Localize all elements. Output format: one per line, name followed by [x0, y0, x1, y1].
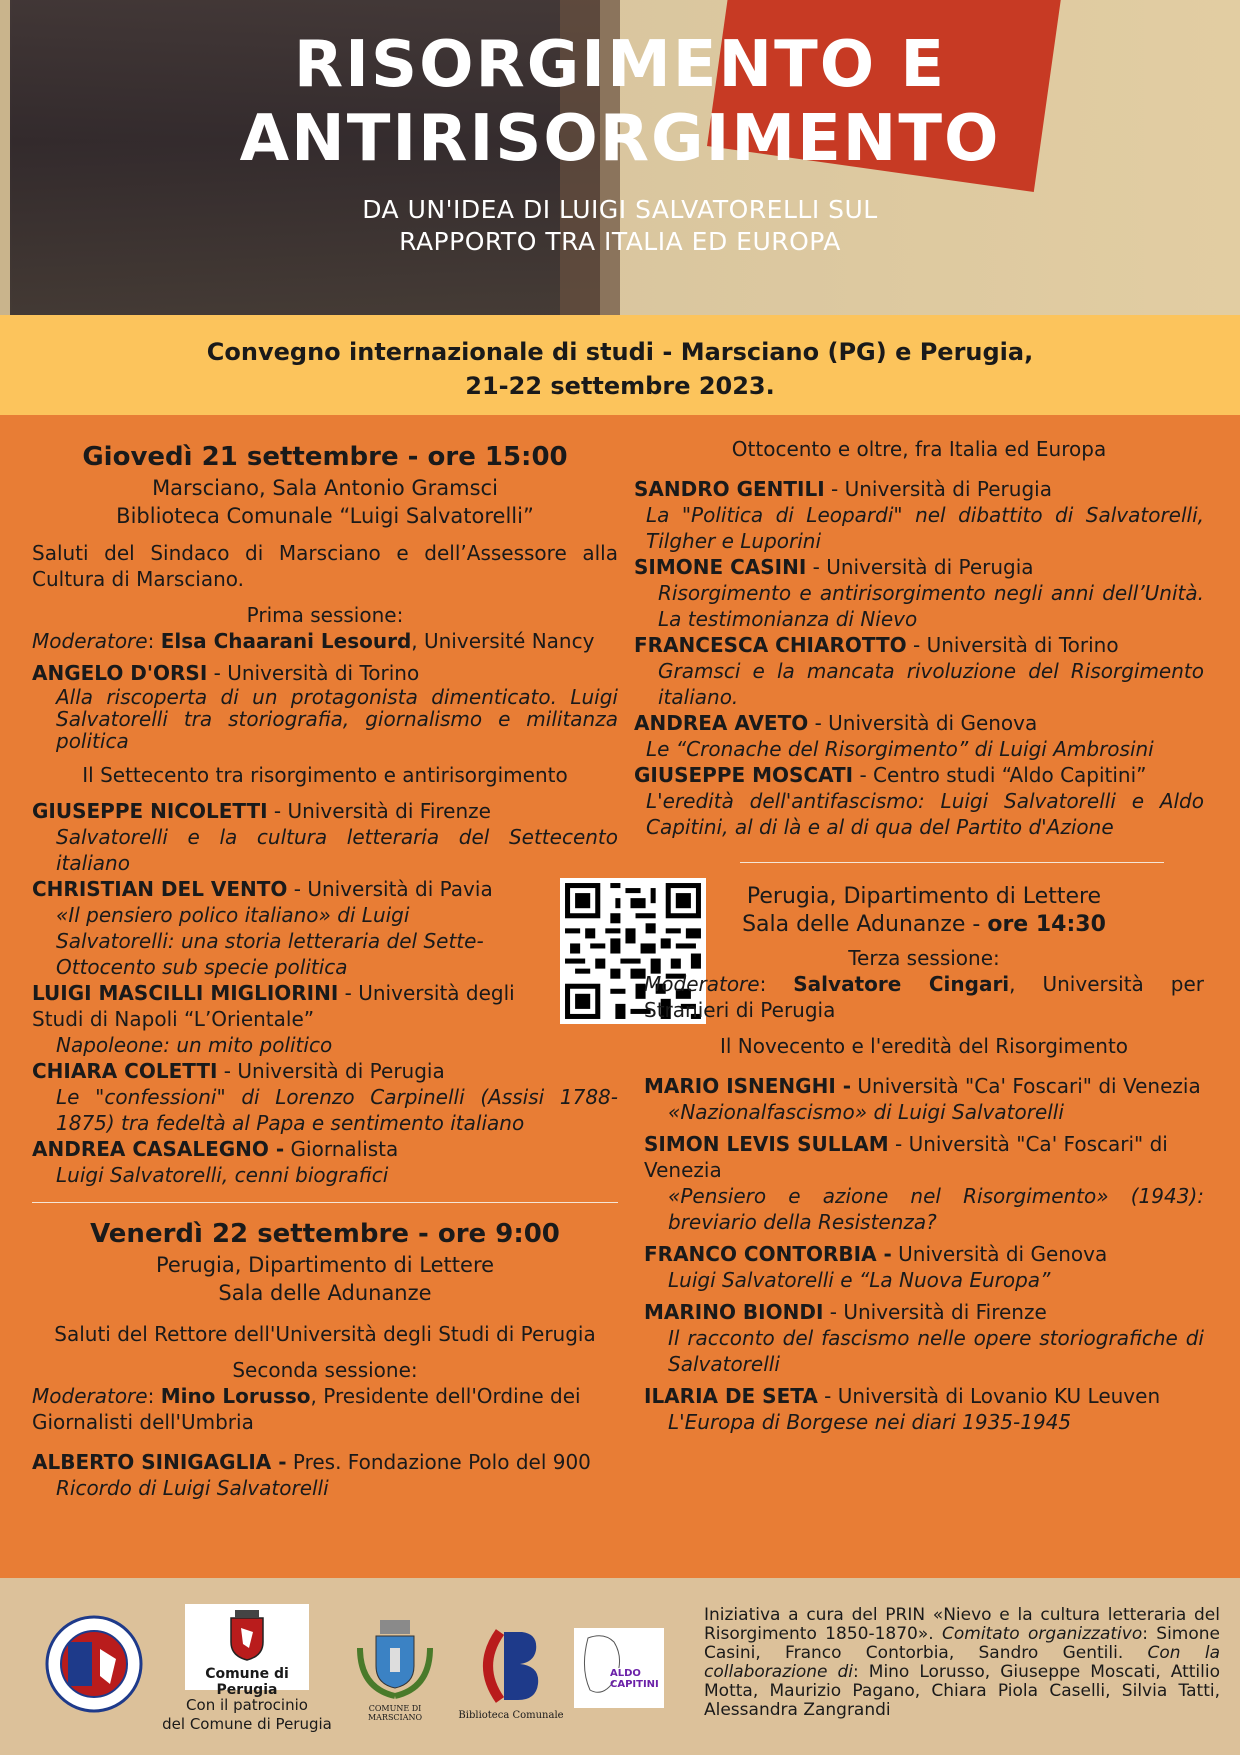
subtitle-line-1: DA UN'IDEA DI LUIGI SALVATORELLI SUL: [362, 195, 878, 224]
speaker-affiliation: - Centro studi “Aldo Capitini”: [853, 763, 1147, 787]
speaker-affiliation: - Università degli Studi di Napoli “L’Orientale”: [32, 981, 515, 1031]
moderator-label: Moderatore: [644, 972, 760, 996]
speaker-affiliation: - Università di Pavia: [287, 877, 493, 901]
speaker-name: CHRISTIAN DEL VENTO: [32, 877, 288, 901]
speaker-item: [32, 980, 522, 1032]
biblioteca-logo: [456, 1626, 566, 1721]
poster-title: [0, 28, 1240, 176]
day1-session: Prima sessione:: [246, 603, 404, 627]
talk-title: Le “Cronache del Risorgimento” di Luigi Ambrosini: [646, 737, 1154, 761]
moderator-name: Salvatore Cingari: [793, 972, 1010, 996]
talk-title: L'Europa di Borgese nei diari 1935-1945: [668, 1410, 1072, 1434]
comune-perugia-logo: [162, 1604, 332, 1734]
credit-collaboration: : Mino Lorusso, Giuseppe Moscati, Attilio Motta, Maurizio Pagano, Chiara Piola Caselli, Silvia Tatti, Alessandra Zangrandi: [704, 1662, 1220, 1720]
speaker-item: [32, 1058, 618, 1084]
speaker: [32, 660, 618, 686]
subtitle-line-2: RAPPORTO TRA ITALIA ED EUROPA: [399, 227, 841, 256]
afternoon-location-1: Perugia, Dipartimento di Lettere: [746, 884, 1102, 909]
talk-title: La "Politica di Leopardi" nel dibattito di Salvatorelli, Tilgher e Luporini: [646, 503, 1204, 553]
third-moderator: Moderatore: Salvatore Cingari, Università per Stranieri di Perugia: [644, 972, 1204, 1022]
footer: [0, 1578, 1240, 1755]
event-line-2: 21-22 settembre 2023.: [465, 372, 775, 400]
moderator-affiliation: , Presidente dell'Ordine dei Giornalisti dell'Umbria: [32, 1384, 581, 1434]
biblioteca-b-icon: [470, 1626, 550, 1706]
speaker-affiliation: - Università di Lovanio KU Leuven: [817, 1384, 1161, 1408]
speaker-name: FRANCESCA CHIAROTTO: [634, 633, 907, 657]
talk-title: «Il pensiero polico italiano» di Luigi Salvatorelli: una storia letteraria del Sette-Ottocento sub specie politica: [56, 903, 484, 979]
speaker-affiliation: - Università di Firenze: [823, 1300, 1047, 1324]
marsciano-crest: [350, 1618, 440, 1722]
day1-location-2: Biblioteca Comunale “Luigi Salvatorelli”: [116, 504, 534, 528]
speaker-item: [32, 1136, 618, 1162]
speaker-affiliation: - Università "Ca' Foscari" di Venezia: [644, 1132, 1168, 1182]
marsciano-crest-icon: [350, 1618, 440, 1700]
day2-location-2: Sala delle Adunanze: [218, 1281, 432, 1305]
event-line-1: Convegno internazionale di studi - Marsciano (PG) e Perugia,: [206, 338, 1034, 366]
title-line-2: ANTIRISORGIMENTO: [239, 102, 1001, 176]
afternoon-time: ore 14:30: [987, 912, 1106, 937]
logos-row: [40, 1598, 680, 1748]
talk-title: L'eredità dell'antifascismo: Luigi Salvatorelli e Aldo Capitini, al di là e al di qua del Partito d'Azione: [646, 789, 1204, 839]
speaker-item: [634, 632, 1204, 658]
speaker-name: GIUSEPPE MOSCATI: [634, 763, 854, 787]
speaker-name: FRANCO CONTORBIA -: [644, 1242, 892, 1266]
speaker-affiliation: Università "Ca' Foscari" di Venezia: [851, 1074, 1201, 1098]
speaker-item: [644, 1299, 1204, 1325]
title-line-1: RISORGIMENTO E: [293, 28, 947, 102]
right-panel-2: Il Novecento e l'eredità del Risorgimento: [719, 1034, 1129, 1058]
speaker-name: MARINO BIONDI: [644, 1300, 824, 1324]
moderator-name: Mino Lorusso: [160, 1384, 311, 1408]
speaker-item: [634, 762, 1204, 788]
speaker-name: GIUSEPPE NICOLETTI: [32, 799, 268, 823]
moderator-label: Moderatore: [32, 629, 148, 653]
speaker-name: ALBERTO SINIGAGLIA -: [32, 1450, 287, 1474]
capitini-label: ALDO CAPITINI: [610, 1668, 659, 1690]
speaker-affiliation: - Università di Torino: [906, 633, 1119, 657]
patrocinio-line-1: Con il patrocinio: [186, 1696, 308, 1714]
speaker-affiliation: - Università di Perugia: [824, 477, 1052, 501]
speaker-name: ANDREA CASALEGNO -: [32, 1137, 285, 1161]
speaker-item: [32, 876, 532, 902]
speaker-name: LUIGI MASCILLI MIGLIORINI: [32, 981, 339, 1005]
speaker-item: [634, 476, 1204, 502]
moderator-affiliation: , Università per Stranieri di Perugia: [644, 972, 1204, 1022]
speaker-affiliation: - Università di Perugia: [217, 1059, 445, 1083]
credit-committee: : Simone Casini, Franco Contorbia, Sandro Gentili.: [704, 1624, 1220, 1663]
patrocinio-line-2: del Comune di Perugia: [162, 1715, 332, 1733]
speaker-item: [644, 1241, 1204, 1267]
right-panel: Ottocento e oltre, fra Italia ed Europa: [731, 437, 1107, 461]
day1-panel: Il Settecento tra risorgimento e antirisorgimento: [82, 763, 568, 787]
talk-title: Luigi Salvatorelli e “La Nuova Europa”: [668, 1268, 1051, 1292]
speaker-affiliation: - Università di Torino: [207, 661, 420, 685]
speaker-item: [644, 1131, 1204, 1183]
divider: [32, 1202, 618, 1203]
biblioteca-label: Biblioteca Comunale: [458, 1710, 564, 1721]
afternoon-location-2: [724, 911, 1124, 939]
speaker-name: ANDREA AVETO: [634, 711, 809, 735]
talk-title: Napoleone: un mito politico: [56, 1033, 333, 1057]
day1-location-1: Marsciano, Sala Antonio Gramsci: [152, 476, 498, 500]
moderator-affiliation: , Université Nancy: [411, 629, 595, 653]
speaker-affiliation: Pres. Fondazione Polo del 900: [286, 1450, 591, 1474]
third-session: Terza sessione:: [848, 946, 1000, 970]
speaker-item: [644, 1383, 1204, 1409]
speaker-item: [32, 1449, 618, 1475]
speaker-item: [634, 554, 1204, 580]
speaker-name: CHIARA COLETTI: [32, 1059, 218, 1083]
speaker-item: [634, 710, 1204, 736]
talk-title: Ricordo di Luigi Salvatorelli: [56, 1476, 329, 1500]
speaker-name: SANDRO GENTILI: [634, 477, 825, 501]
credit-committee-label: Comitato organizzativo: [941, 1624, 1143, 1644]
patrocinio-caption: [162, 1696, 332, 1734]
day1-saluti: Saluti del Sindaco di Marsciano e dell’Assessore alla Cultura di Marsciano.: [32, 541, 618, 591]
university-seal-icon: [44, 1614, 144, 1714]
afternoon-room: Sala delle Adunanze -: [742, 912, 988, 937]
left-column: [32, 440, 618, 1501]
talk-title: Salvatorelli e la cultura letteraria del Settecento italiano: [56, 825, 618, 875]
poster-subtitle: [0, 194, 1240, 258]
day2-heading: Venerdì 22 settembre - ore 9:00: [90, 1219, 560, 1249]
speaker-item: [644, 1073, 1204, 1099]
speaker-affiliation: - Università di Perugia: [806, 555, 1034, 579]
talk-title: Luigi Salvatorelli, cenni biografici: [56, 1163, 389, 1187]
marsciano-label: COMUNE DI MARSCIANO: [367, 1704, 423, 1722]
right-column: [634, 436, 1204, 1435]
credit-collaboration-label: Con la collaborazione di: [704, 1643, 1220, 1682]
speaker-affiliation: Giornalista: [284, 1137, 399, 1161]
talk-title: «Pensiero e azione nel Risorgimento» (1943): breviario della Resistenza?: [668, 1184, 1204, 1234]
university-seal: [44, 1614, 144, 1718]
comune-perugia-box: [185, 1604, 309, 1698]
day1-moderator: Moderatore: Elsa Chaarani Lesourd, Université Nancy: [32, 629, 595, 653]
hero-banner: [0, 0, 1240, 315]
talk-title: Il racconto del fascismo nelle opere storiografiche di Salvatorelli: [668, 1326, 1204, 1376]
griffin-shield-icon: [227, 1610, 267, 1662]
day2-saluti: Saluti del Rettore dell'Università degli Studi di Perugia: [54, 1322, 596, 1346]
speaker-affiliation: - Università di Firenze: [267, 799, 491, 823]
talk-title: «Nazionalfascismo» di Luigi Salvatorelli: [668, 1100, 1064, 1124]
talk-title: Risorgimento e antirisorgimento negli anni dell’Unità. La testimonianza di Nievo: [658, 581, 1204, 631]
capitini-logo: [574, 1628, 664, 1708]
day1-heading: Giovedì 21 settembre - ore 15:00: [82, 442, 568, 472]
day2-moderator: Moderatore: Mino Lorusso, Presidente dell'Ordine dei Giornalisti dell'Umbria: [32, 1384, 581, 1434]
event-band: [0, 315, 1240, 415]
speaker-name: ANGELO D'ORSI: [32, 661, 208, 685]
talk-title: Le "confessioni" di Lorenzo Carpinelli (Assisi 1788-1875) tra fedeltà al Papa e sentimento italiano: [56, 1085, 618, 1135]
speaker-affiliation: - Università di Genova: [808, 711, 1038, 735]
divider: [740, 862, 1164, 863]
speaker-name: SIMON LEVIS SULLAM: [644, 1132, 889, 1156]
speaker-name: SIMONE CASINI: [634, 555, 807, 579]
comune-label: Comune di Perugia: [205, 1666, 289, 1698]
speaker-item: [32, 798, 618, 824]
credits-text: [704, 1606, 1220, 1720]
day2-session: Seconda sessione:: [232, 1358, 418, 1382]
speaker-affiliation: Università di Genova: [891, 1242, 1108, 1266]
moderator-label: Moderatore: [32, 1384, 148, 1408]
speaker-name: ILARIA DE SETA: [644, 1384, 818, 1408]
credit-initiative: Iniziativa a cura del PRIN «Nievo e la cultura letteraria del Risorgimento 1850-1870».: [704, 1605, 1220, 1644]
speaker-name: MARIO ISNENGHI -: [644, 1074, 852, 1098]
talk-title: Gramsci e la mancata rivoluzione del Risorgimento italiano.: [658, 659, 1204, 709]
talk-title: Alla riscoperta di un protagonista dimenticato. Luigi Salvatorelli tra storiografia, giornalismo e militanza politica: [56, 685, 618, 753]
day2-location-1: Perugia, Dipartimento di Lettere: [155, 1253, 495, 1277]
moderator-name: Elsa Chaarani Lesourd: [160, 629, 412, 653]
